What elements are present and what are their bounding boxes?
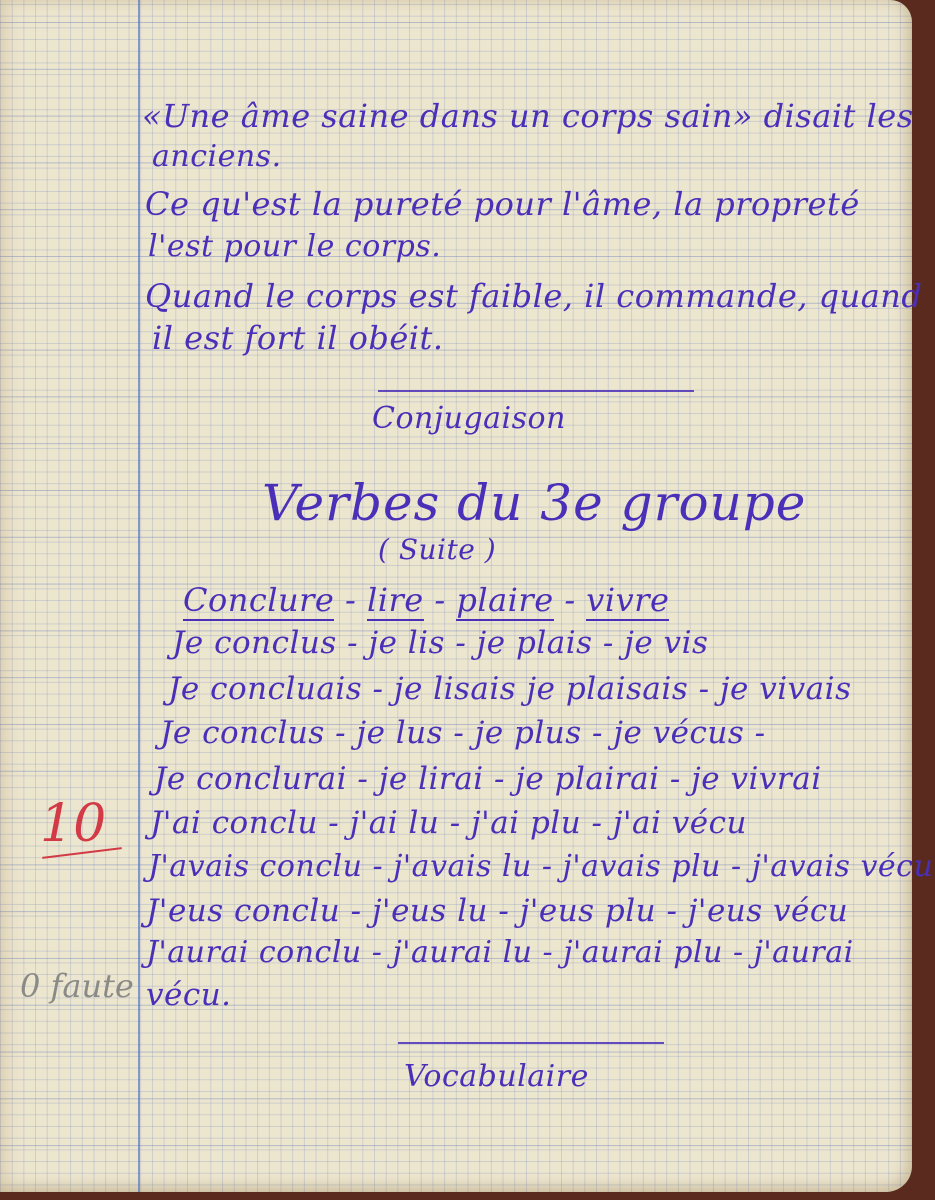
paragraph-line: «Une âme saine dans un corps sain» disait les: [142, 97, 914, 135]
margin-line: [138, 0, 140, 1192]
conjugation-line: vécu.: [146, 977, 232, 1013]
verbs-header: Conclure - lire - plaire - vivre: [183, 581, 670, 619]
conjugation-line: Je conclus - je lus - je plus - je vécus -: [160, 715, 766, 751]
conjugation-line: Je concluais - je lisais je plaisais - je vivais: [168, 671, 852, 707]
verb-conclure: Conclure: [183, 581, 335, 619]
conjugation-line: Je conclurai - je lirai - je plairai - je vivrai: [154, 761, 822, 797]
verb-vivre: vivre: [586, 581, 670, 619]
margin-note: 0 faute: [20, 967, 134, 1005]
paragraph-line: il est fort il obéit.: [152, 319, 444, 357]
section-divider: [378, 390, 694, 392]
paragraph-line: anciens.: [152, 139, 282, 174]
next-section-heading: Vocabulaire: [404, 1059, 589, 1094]
grade-mark: 10: [40, 794, 107, 854]
verb-plaire: plaire: [456, 581, 554, 619]
conjugation-line: J'avais conclu - j'avais lu - j'avais plu - j'avais vécu: [148, 849, 934, 884]
conjugation-line: J'aurai conclu - j'aurai lu - j'aurai plu - j'aurai: [146, 935, 854, 970]
paragraph-line: l'est pour le corps.: [148, 229, 442, 264]
conjugation-line: J'eus conclu - j'eus lu - j'eus plu - j'eus vécu: [146, 893, 849, 929]
page-title: Verbes du 3e groupe: [262, 474, 807, 532]
verb-lire: lire: [367, 581, 424, 619]
section-heading: Conjugaison: [372, 401, 566, 436]
conjugation-line: Je conclus - je lis - je plais - je vis: [172, 625, 709, 661]
page-subtitle: ( Suite ): [378, 533, 497, 566]
conjugation-line: J'ai conclu - j'ai lu - j'ai plu - j'ai vécu: [150, 805, 747, 841]
section-divider: [398, 1042, 664, 1044]
paragraph-line: Ce qu'est la pureté pour l'âme, la propreté: [145, 185, 860, 223]
paragraph-line: Quand le corps est faible, il commande, quand: [145, 277, 923, 315]
